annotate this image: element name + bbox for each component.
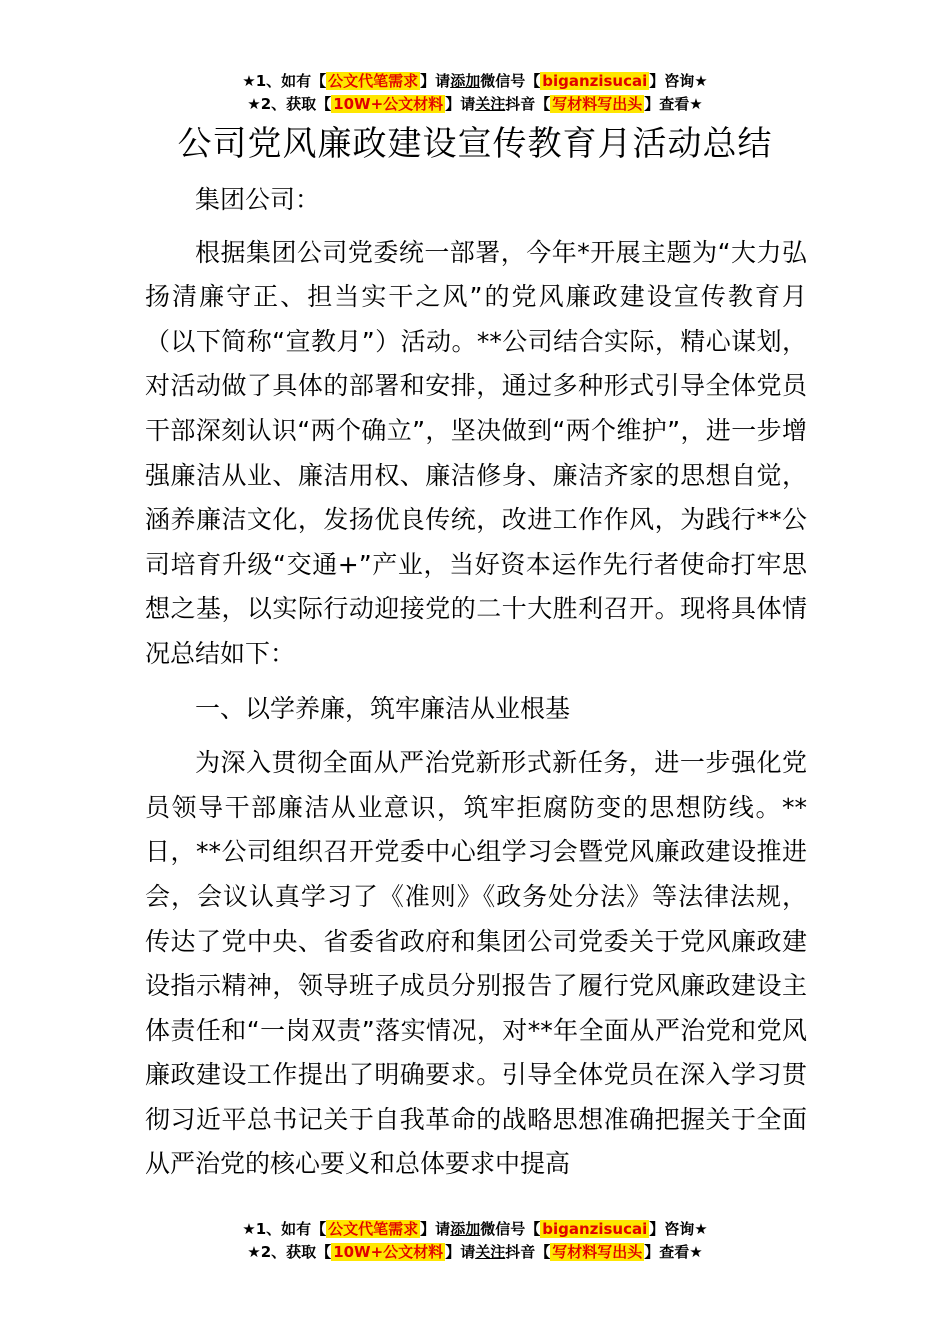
promo-text: 】请 [445, 1243, 476, 1261]
promo-text: 微信号【 [480, 72, 541, 90]
promo-line-2 [0, 1241, 950, 1264]
promo-underlined-text: 关注 [475, 1243, 506, 1261]
wechat-id-highlight: biganzisucai [542, 72, 648, 90]
document-body [145, 178, 807, 1187]
promo-text: ★2、获取【 [247, 1243, 332, 1261]
promo-text: ★1、如有【 [242, 72, 327, 90]
promo-text: 】咨询★ [649, 72, 708, 90]
paragraph-section-1: 为深入贯彻全面从严治党新形式新任务，进一步强化党员领导干部廉洁从业意识，筑牢拒腐防变的思想防线。**日，**公司组织召开党委中心组学习会暨党风廉政建设推进会，会议认真学习了《准则》《政务处分法》等法律法规，传达了党中央、省委省政府和集团公司党委关于党风廉政建设指示精神，领导班子成员分别报告了履行党风廉政建设主体责任和“一岗双责”落实情况，对**年全面从严治党和党风廉政建设工作提出了明确要求。引导全体党员在深入学习贯彻习近平总书记关于自我革命的战略思想准确把握关于全面从严治党的核心要义和总体要求中提高 [145, 748, 807, 1179]
promo-text: 】查看★ [644, 1243, 703, 1261]
promo-text: ★2、获取【 [247, 95, 332, 113]
promo-underlined-text: 关注 [475, 95, 506, 113]
promo-text: 微信号【 [480, 1220, 541, 1238]
promo-highlight: 公文代笔需求 [328, 72, 419, 90]
promo-text: 】查看★ [644, 95, 703, 113]
document-title: 公司党风廉政建设宣传教育月活动总结 [177, 124, 773, 164]
salutation: 集团公司： [195, 185, 321, 214]
promo-highlight: 公文代笔需求 [328, 1220, 419, 1238]
douyin-id-highlight: 写材料写出头 [552, 1243, 643, 1261]
promo-line-2 [0, 93, 950, 116]
douyin-id-highlight: 写材料写出头 [552, 95, 643, 113]
promo-text: 】请 [420, 1220, 451, 1238]
promo-underlined-text: 添加 [450, 72, 481, 90]
promo-highlight: 10W+公文材料 [333, 95, 444, 113]
promo-line-1 [0, 70, 950, 93]
promo-banner-bottom [0, 1218, 950, 1264]
section-heading-1: 一、以学养廉，筑牢廉洁从业根基 [195, 693, 571, 723]
promo-text: 抖音【 [505, 1243, 551, 1261]
promo-text: ★1、如有【 [242, 1220, 327, 1238]
promo-text: 】请 [445, 95, 476, 113]
promo-line-1 [0, 1218, 950, 1241]
promo-text: 】请 [420, 72, 451, 90]
promo-underlined-text: 添加 [450, 1220, 481, 1238]
promo-highlight: 10W+公文材料 [333, 1243, 444, 1261]
promo-banner-top [0, 70, 950, 116]
wechat-id-highlight: biganzisucai [542, 1220, 648, 1238]
promo-text: 】咨询★ [649, 1220, 708, 1238]
paragraph-intro: 根据集团公司党委统一部署，今年*开展主题为“大力弘扬清廉守正、担当实干之风”的党风廉政建设宣传教育月（以下简称“宣教月”）活动。**公司结合实际，精心谋划，对活动做了具体的部署和安排，通过多种形式引导全体党员干部深刻认识“两个确立”，坚决做到“两个维护”，进一步增强廉洁从业、廉洁用权、廉洁修身、廉洁齐家的思想自觉，涵养廉洁文化，发扬优良传统，改进工作作风，为践行**公司培育升级“交通+”产业，当好资本运作先行者使命打牢思想之基，以实际行动迎接党的二十大胜利召开。现将具体情况总结如下： [145, 237, 807, 668]
promo-text: 抖音【 [505, 95, 551, 113]
